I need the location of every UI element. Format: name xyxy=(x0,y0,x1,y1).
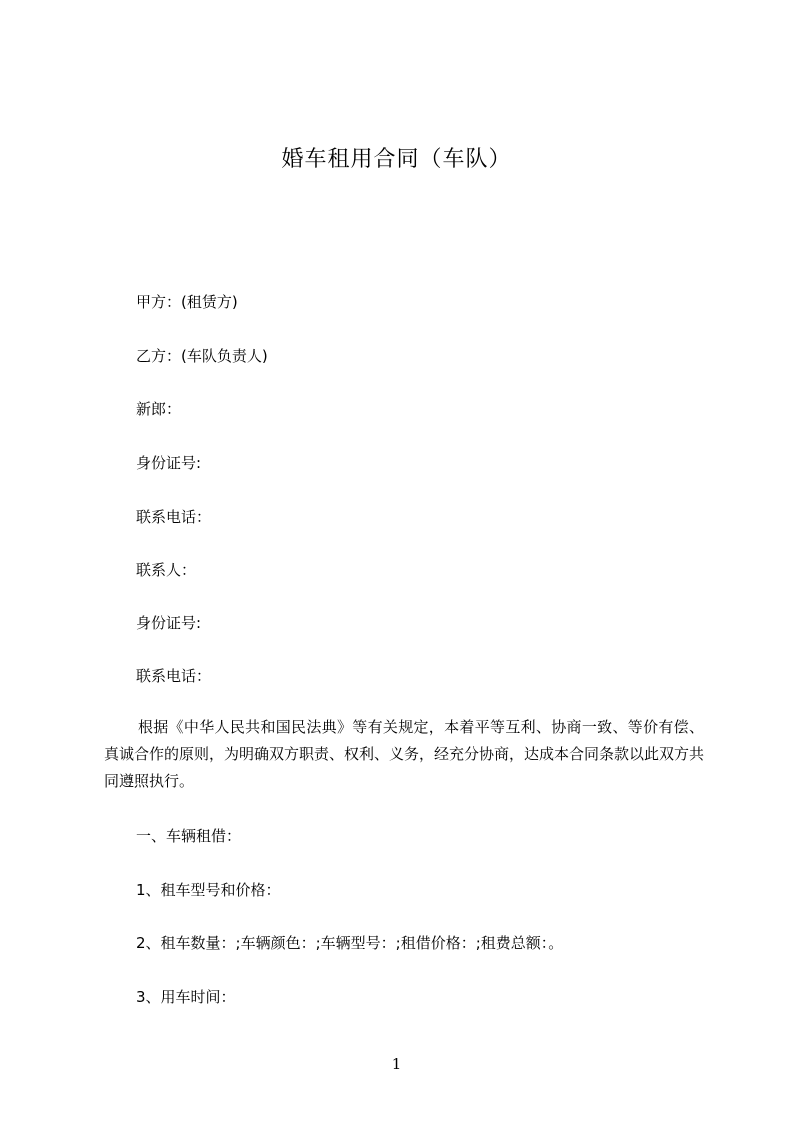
intro-paragraph: 根据《中华人民共和国民法典》等有关规定，本着平等互利、协商一致、等价有偿、真诚合作的原则，为明确双方职责、权利、义务，经充分协商，达成本合同条款以此双方共同遵照执行。 xyxy=(104,718,705,790)
item-3-line: 3、用车时间： xyxy=(136,988,236,1006)
phone-line-2: 联系电话： xyxy=(136,667,212,685)
item-2-line: 2、租车数量：;车辆颜色：;车辆型号：;租借价格：;租费总额：。 xyxy=(136,934,564,952)
item-1-line: 1、租车型号和价格： xyxy=(136,881,281,899)
id-number-line-1: 身份证号: xyxy=(136,454,202,472)
document-title: 婚车租用合同（车队） xyxy=(281,147,512,172)
contact-person-line: 联系人： xyxy=(136,561,197,579)
page-number: 1 xyxy=(391,1055,402,1073)
party-a-line: 甲方：(租赁方) xyxy=(136,293,238,311)
phone-line-1: 联系电话： xyxy=(136,508,212,526)
id-number-line-2: 身份证号: xyxy=(136,614,202,632)
section-1-heading: 一、车辆租借： xyxy=(136,827,242,845)
party-b-line: 乙方：(车队负责人) xyxy=(136,347,268,365)
groom-line: 新郎： xyxy=(136,400,182,418)
